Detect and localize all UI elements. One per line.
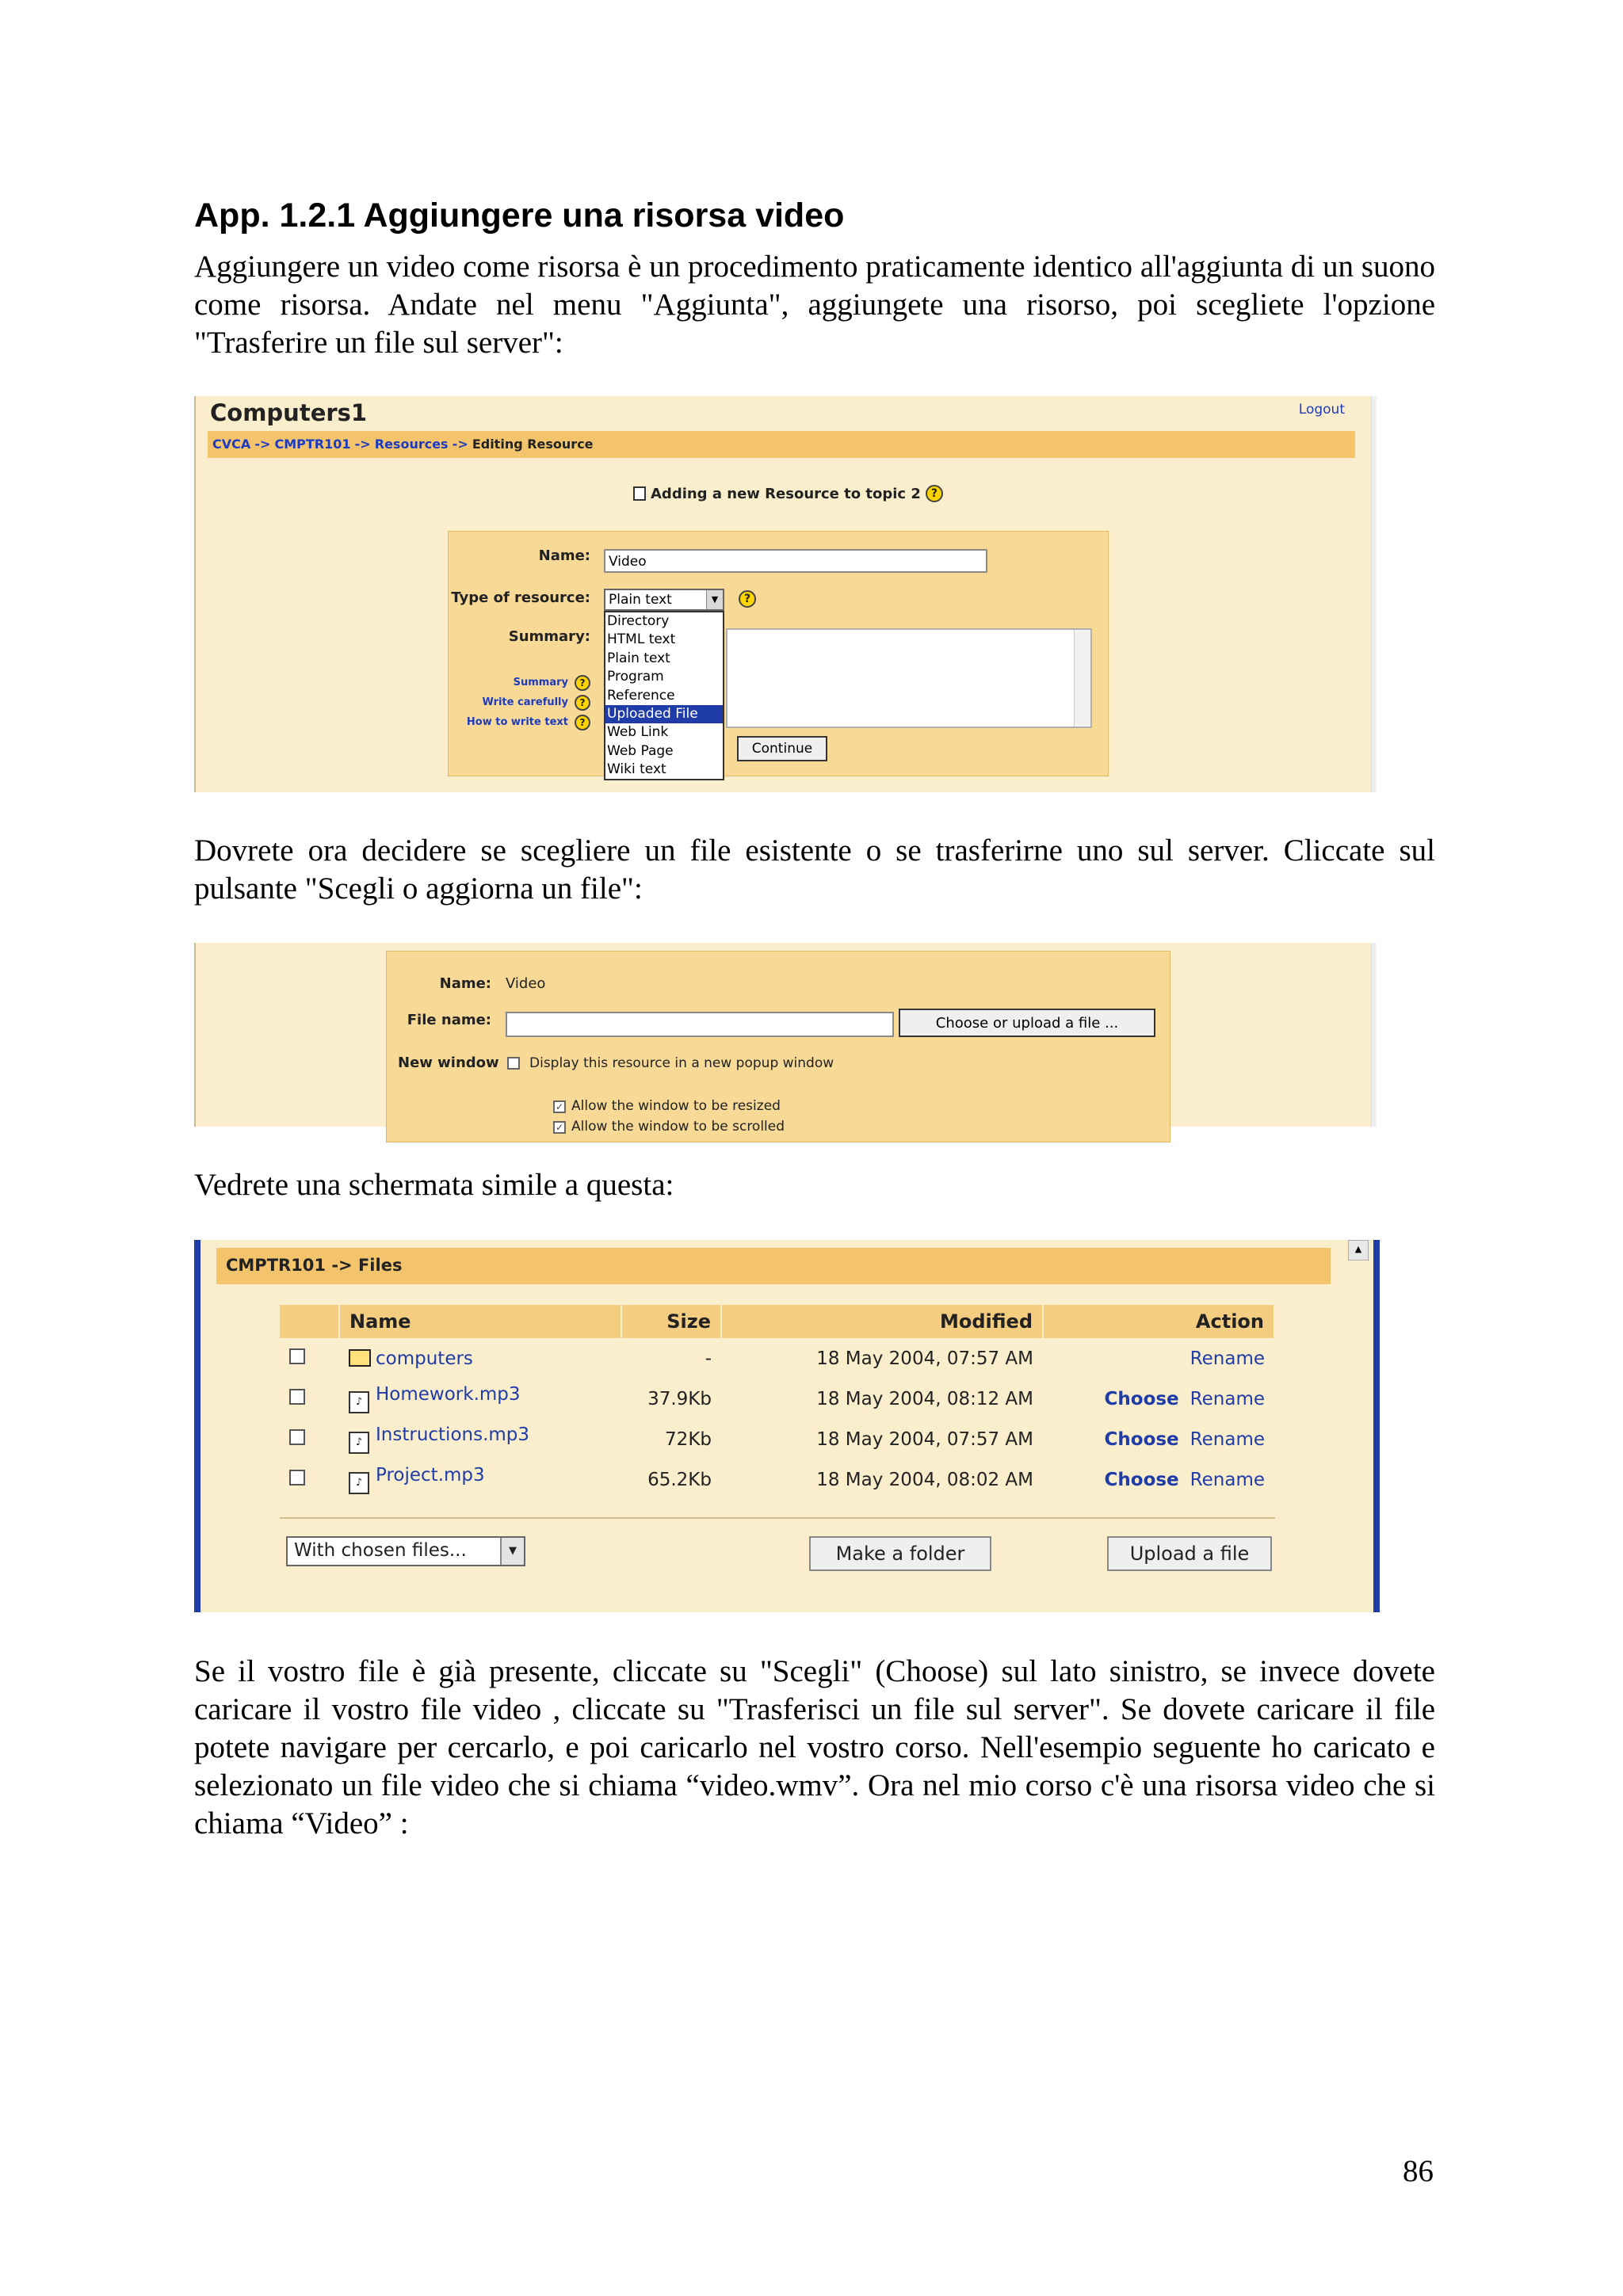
size-cell: 37.9Kb	[647, 1388, 712, 1409]
screenshot-file-name	[194, 943, 1377, 1135]
document-icon	[633, 486, 646, 501]
file-link[interactable]: Instructions.mp3	[376, 1425, 530, 1445]
continue-button[interactable]: Continue	[737, 736, 827, 761]
name-cell	[339, 1338, 621, 1379]
modified-cell: 18 May 2004, 08:12 AM	[816, 1388, 1033, 1409]
dropdown-option[interactable]: Directory	[607, 613, 670, 629]
folder-icon	[349, 1349, 371, 1367]
audio-file-icon: ♪	[349, 1472, 369, 1494]
breadcrumb-separator: ->	[254, 437, 271, 452]
scroll-up-icon[interactable]: ▲	[1348, 1240, 1369, 1261]
page-number: 86	[1403, 2154, 1434, 2188]
file-name-input[interactable]	[506, 1012, 894, 1037]
dropdown-option-selected[interactable]: Uploaded File	[605, 705, 723, 723]
logout-link[interactable]: Logout	[1298, 402, 1345, 418]
type-select[interactable]	[604, 589, 724, 611]
scroll-label: Allow the window to be scrolled	[571, 1119, 785, 1135]
table-row	[280, 1459, 1274, 1500]
scrollbar[interactable]	[1345, 1240, 1373, 1612]
help-link-write-carefully[interactable]	[467, 692, 590, 712]
file-name-label: File name:	[407, 1012, 491, 1028]
name-cell	[339, 1379, 621, 1419]
help-link-summary[interactable]	[467, 673, 590, 692]
row-checkbox[interactable]	[289, 1348, 305, 1364]
resize-label: Allow the window to be resized	[571, 1098, 781, 1114]
size-cell: 72Kb	[665, 1428, 712, 1450]
files-table	[280, 1305, 1275, 1500]
screenshot-add-resource	[194, 396, 1377, 792]
paragraph-explanation: Se il vostro file è già presente, cliccate su "Scegli" (Choose) sul lato sinistro, se invece dovete caricare il vostro file video , cliccate su "Trasferisci un file sul server". Se dovete caricare il file potete navigare per cercarlo, e poi caricarlo nel vostro corso. Nell'esempio seguente ho caricato e selezionato un file video che si chiama “video.wmv”. Ora nel mio corso c'è una risorsa video che si chiama “Video” :	[194, 1654, 1435, 1840]
paragraph-intro: Aggiungere un video come risorsa è un procedimento praticamente identico all'aggiunta di un suono come risorsa. Andate nel menu "Aggiunta", aggiungete una risorso, poi scegliete l'opzione "Trasferire un file sul server":	[194, 250, 1435, 360]
choose-upload-button[interactable]: Choose or upload a file ...	[899, 1009, 1155, 1037]
row-checkbox-cell	[280, 1379, 339, 1419]
files-header	[216, 1248, 1331, 1284]
file-link[interactable]: computers	[376, 1348, 473, 1369]
size-cell: -	[705, 1348, 712, 1369]
action-cell	[1043, 1459, 1274, 1500]
help-icon[interactable]: ?	[575, 695, 590, 711]
row-checkbox[interactable]	[289, 1470, 305, 1486]
row-checkbox-cell	[280, 1419, 339, 1459]
name-cell	[339, 1459, 621, 1500]
column-header-size: Size	[621, 1305, 721, 1338]
file-link[interactable]: Homework.mp3	[376, 1384, 521, 1405]
dropdown-option[interactable]: Web Link	[607, 724, 669, 741]
rename-link[interactable]: Rename	[1190, 1469, 1265, 1490]
breadcrumb-separator: ->	[452, 437, 468, 452]
rename-link[interactable]: Rename	[1190, 1348, 1265, 1369]
new-window-label: New window	[398, 1055, 499, 1071]
section-heading: App. 1.2.1 Aggiungere una risorsa video	[194, 196, 845, 235]
type-dropdown-list	[604, 611, 724, 780]
help-icon[interactable]: ?	[575, 715, 590, 730]
column-header-action: Action	[1043, 1305, 1274, 1338]
rename-link[interactable]: Rename	[1190, 1388, 1265, 1409]
chevron-down-icon[interactable]: ▼	[500, 1538, 524, 1565]
table-row	[280, 1338, 1274, 1379]
name-cell	[339, 1419, 621, 1459]
choose-link[interactable]: Choose	[1104, 1428, 1179, 1450]
row-checkbox-cell	[280, 1459, 339, 1500]
site-title: Computers1	[210, 399, 368, 426]
page-heading	[633, 485, 943, 502]
modified-cell: 18 May 2004, 08:02 AM	[816, 1469, 1033, 1490]
rename-link[interactable]: Rename	[1190, 1428, 1265, 1450]
breadcrumb-separator: ->	[354, 437, 371, 452]
popup-label: Display this resource in a new popup window	[529, 1055, 834, 1071]
dropdown-option[interactable]: Plain text	[607, 650, 670, 666]
paragraph-choose-file: Dovrete ora decidere se scegliere un file esistente o se trasferirne uno sul server. Cliccate sul pulsante "Scegli o aggiorna un file":	[194, 833, 1435, 906]
breadcrumb	[208, 431, 1355, 458]
column-header-modified: Modified	[721, 1305, 1043, 1338]
action-cell	[1043, 1379, 1274, 1419]
help-link-how-to-write[interactable]	[467, 712, 590, 732]
screenshot-files	[194, 1240, 1380, 1612]
paragraph-screen: Vedrete una schermata simile a questa:	[194, 1168, 674, 1202]
type-select-value: Plain text	[609, 592, 672, 608]
name-label: Name:	[538, 547, 590, 564]
upload-file-button[interactable]: Upload a file	[1107, 1536, 1272, 1571]
audio-file-icon: ♪	[349, 1391, 369, 1413]
help-icon[interactable]: ?	[926, 485, 943, 502]
column-header-name: Name	[339, 1305, 621, 1338]
help-icon[interactable]: ?	[575, 675, 590, 691]
summary-label: Summary:	[508, 628, 590, 645]
summary-textarea[interactable]	[726, 628, 1092, 728]
action-cell	[1043, 1338, 1274, 1379]
help-icon[interactable]: ?	[739, 590, 756, 608]
textarea-scrollbar[interactable]	[1074, 630, 1090, 727]
chosen-files-select[interactable]	[286, 1536, 525, 1566]
popup-checkbox[interactable]	[507, 1057, 520, 1070]
breadcrumb-current: Editing Resource	[472, 437, 594, 452]
modified-cell: 18 May 2004, 07:57 AM	[816, 1348, 1033, 1369]
page-heading-text: Adding a new Resource to topic 2	[651, 485, 921, 502]
row-checkbox[interactable]	[289, 1429, 305, 1445]
file-form	[386, 951, 1170, 1142]
modified-cell: 18 May 2004, 07:57 AM	[816, 1428, 1033, 1450]
chevron-down-icon[interactable]: ▼	[706, 590, 723, 609]
chosen-files-value: With chosen files...	[294, 1540, 467, 1561]
table-header-row	[280, 1305, 1274, 1338]
dropdown-option[interactable]: Program	[607, 669, 664, 685]
help-links	[467, 673, 590, 732]
breadcrumb-cvca[interactable]: CVCA	[212, 437, 251, 452]
choose-link[interactable]: Choose	[1104, 1469, 1179, 1490]
help-link-label: Summary	[513, 677, 568, 688]
breadcrumb-course[interactable]: CMPTR101	[274, 437, 351, 452]
divider	[280, 1517, 1275, 1519]
resize-checkbox[interactable]: ✓	[553, 1100, 566, 1113]
file-link[interactable]: Project.mp3	[376, 1465, 485, 1486]
name-label: Name:	[439, 975, 491, 992]
scrollbar-edge	[1371, 943, 1377, 1127]
column-header-select	[280, 1305, 339, 1338]
help-link-label: Write carefully	[482, 696, 568, 708]
files-title: CMPTR101 -> Files	[226, 1256, 403, 1275]
dropdown-option[interactable]: Wiki text	[607, 761, 666, 778]
dropdown-option[interactable]: Reference	[607, 687, 675, 704]
table-row	[280, 1379, 1274, 1419]
help-link-label: How to write text	[466, 716, 568, 728]
name-input[interactable]: Video	[604, 549, 987, 573]
breadcrumb-resources[interactable]: Resources	[374, 437, 449, 452]
table-row	[280, 1419, 1274, 1459]
action-cell	[1043, 1419, 1274, 1459]
dropdown-option[interactable]: Web Page	[607, 742, 674, 759]
choose-link[interactable]: Choose	[1104, 1388, 1179, 1409]
name-value: Video	[506, 975, 546, 992]
resource-form	[448, 531, 1109, 776]
size-cell: 65.2Kb	[647, 1469, 712, 1490]
row-checkbox[interactable]	[289, 1389, 305, 1405]
row-checkbox-cell	[280, 1338, 339, 1379]
type-label: Type of resource:	[451, 589, 590, 606]
dropdown-option[interactable]: HTML text	[607, 631, 676, 648]
scroll-checkbox[interactable]: ✓	[553, 1121, 566, 1134]
scrollbar-edge	[1371, 396, 1377, 792]
audio-file-icon: ♪	[349, 1432, 369, 1454]
make-folder-button[interactable]: Make a folder	[809, 1536, 991, 1571]
